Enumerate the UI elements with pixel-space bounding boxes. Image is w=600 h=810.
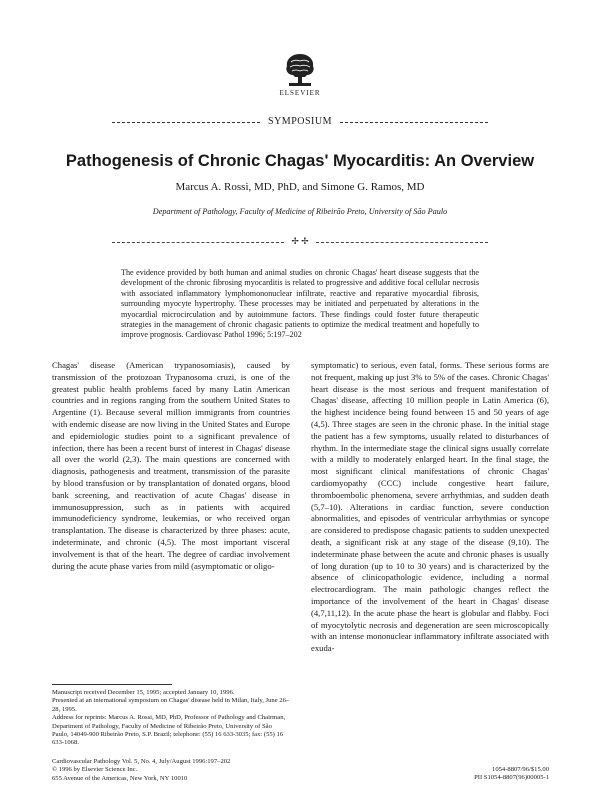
footnote-rule [52,684,172,685]
elsevier-tree-icon [283,50,317,88]
footer-journal: Cardiovascular Pathology Vol. 5, No. 4, July/August 1996:197–202 [52,758,231,765]
publisher-name: ELSEVIER [279,89,321,97]
body-column-right: symptomatic) to serious, even fatal, forms. These serious forms are not frequent, making up just 3% to 5% of the cases. Chronic Chagas' heart disease is the most serious and frequent manifestation of Chagas' disease, affecting 10 million people in Latin America (6), the highest incidence being found between 15 and 50 years of age (4,5). Three stages are seen in the chronic phase. In the initial stage the patient has a few symptoms, usually related to disturbances of rhythm. In the intermediate stage the clinical signs usually correlate with a mildly to moderately enlarged heart. In the final stage, the most significant clinical manifestations of chronic Chagas' cardiomyopathy (CCC) include congestive heart failure, thromboembolic phenomena, severe arrhythmias, and sudden death (5,7–10). Alterations in cardiac function, severe conduction abnormalities, and episodes of ventricular arrhythmias or syncope are considered to predispose chagasic patients to sudden unexpected death, a significant risk at any stage of the disease (9,10). The indeterminate phase between the acute and chronic phases is usually of long duration (up to 10 to 30 years) and is characterized by the absence of clinicopathologic evidence, including a normal electrocardiogram. The main pathologic changes reflect the importance of the involvement of the heart in Chagas' disease (4,7,11,12). In the acute phase the heart is globular and flabby. Foci of myocytolytic necrosis and degeneration are seen microscopically with an intense mononuclear inflammatory infiltrate associated with exuda- [311,360,549,654]
divider-rule-right [316,242,488,243]
ornamental-divider [112,238,488,246]
publisher-logo [270,50,330,97]
article-title: Pathogenesis of Chronic Chagas' Myocarditis: An Overview [65,152,535,170]
section-label: SYMPOSIUM [268,116,332,127]
abstract: The evidence provided by both human and animal studies on chronic Chagas' heart disease suggests that the development of the chronic fibrosing myocarditis is related to progressive and additive focal cellular necrosis with associated inflammatory lymphomononuclear infiltrate, reactive and reparative myocardial fibrosis, surrounding myocyte hypertrophy. These processes may be initiated and perpetuated by alterations in the myocardial microcirculation and by autoimmune factors. These findings could foster future therapeutic strategies in the management of chronic chagasic patients to optimize the medical treatment and hopefully to improve prognosis. Cardiovasc Pathol 1996; 5:197–202 [121,268,479,340]
section-rule-right [340,122,488,123]
footer-identifiers [474,766,549,783]
divider-rule-left [112,242,284,243]
body-column-left: Chagas' disease (American trypanosomiasis), caused by transmission of the protozoan Trypanosoma cruzi, is one of the greatest public health problems faced by many Latin American countries and in regions ranging from the southern United States to Argentine (1). Because several million immigrants from countries with endemic disease are now living in the United States and Europe and epidemiologic studies point to a significant prevalence of infection, there has been a recent burst of interest in Chagas' disease all over the world (2,3). The main questions are concerned with diagnosis, pathogenesis and treatment, transmission of the parasite by blood transfusion or by transplantation of donated organs, blood bank screening, and reactivation of acute Chagas' disease in immunosuppression, such as in patients with acquired immunodeficiency syndrome, leukemias, or who received organ transplantation. The disease is characterized by three phases: acute, indeterminate, and chronic (4,5). The most important visceral involvement is that of the heart. The degree of cardiac involvement during the acute phase varies from mild (asymptomatic or oligo- [52,360,290,571]
footer-copyright: © 1996 by Elsevier Science Inc. [52,766,138,774]
footer-address: 655 Avenue of the Americas, New York, NY 10010 [52,774,188,782]
article-authors: Marcus A. Rossi, MD, PhD, and Simone G. Ramos, MD [175,181,425,193]
footnote-presented: Presented at an international symposium on Chagas' disease held in Milan, Italy, June 26–28, 1995. [52,697,290,713]
author-affiliation: Department of Pathology, Faculty of Medicine of Ribeirão Preto, University of São Paulo [152,207,448,216]
footer-citation [52,758,230,783]
footnote-received: Manuscript received December 15, 1995; accepted January 10, 1996. [52,689,235,696]
footer-issn: 1054-8807/96/$15.00 [492,766,549,773]
divider-ornament: ✢ ✢ [291,236,309,246]
footnotes [52,689,290,748]
footnote-address: Address for reprints: Marcus A. Rossi, MD, PhD, Professor of Pathology and Chairman, Department of Pathology, Faculty of Medicine of Ribeirão Preto, University of São Paulo, 14049-900 Ribeirão Preto, S.P. Brazil; telephone: (55) 16 633-3035; fax: (55) 16 633-1068. [52,714,286,747]
section-header [112,116,488,128]
footer-pii: PII S1054-8807(96)00005-1 [474,774,549,782]
